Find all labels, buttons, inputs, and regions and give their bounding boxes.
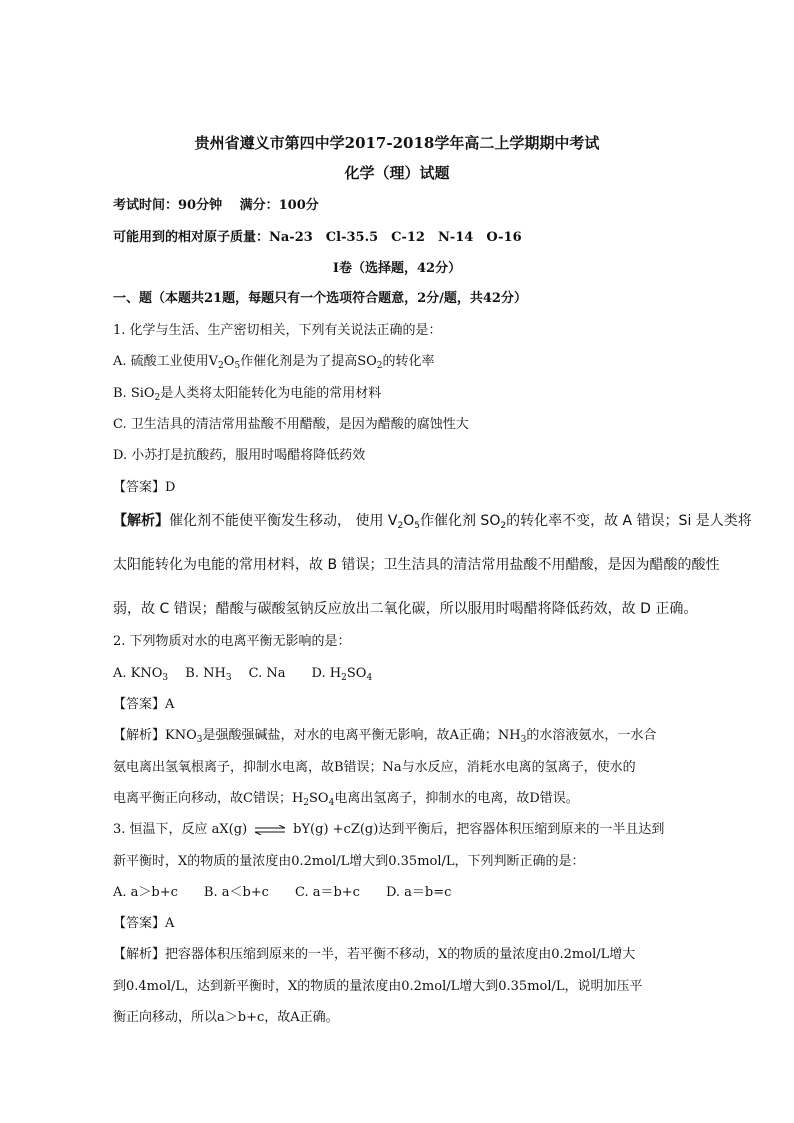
question-1-explanation-line-1: 【解析】催化剂不能使平衡发生移动， 使用 $V_2O_5$作催化剂 $SO_2$的转化率不变，故 A 错误；Si 是人类将	[113, 513, 752, 531]
question-1-option-c: C. 卫生洁具的清洁常用盐酸不用醋酸，是因为醋酸的腐蚀性大	[113, 417, 469, 432]
question-3-stem-line-2: 新平衡时，X的物质的量浓度由0.2mol/L增大到0.35mol/L，下列判断正确的是：	[113, 854, 585, 869]
atomic-masses: 可能用到的相对原子质量：Na-23 Cl-35.5 C-12 N-14 O-16	[113, 230, 522, 245]
question-2-options: A. $KNO_3$ B. $NH_3$ C. Na D. $H_2SO_4$	[113, 666, 373, 683]
question-1-stem: 1. 化学与生活、生产密切相关，下列有关说法正确的是：	[113, 323, 442, 338]
question-3-explanation-line-3: 衡正向移动，所以a＞b+c，故A正确。	[113, 1010, 339, 1025]
section-heading: I卷（选择题，42分）	[332, 261, 462, 276]
question-3-explanation-line-2: 到0.4mol/L，达到新平衡时，X的物质的量浓度由0.2mol/L增大到0.35mol/L，说明加压平	[113, 979, 643, 994]
question-2-explanation-line-3: 电离平衡正向移动，故C错误；$H_2SO_4$电离出氢离子，抑制水的电离，故D错误。	[113, 791, 579, 808]
question-1-option-d: D. 小苏打是抗酸药，服用时喝醋将降低药效	[113, 448, 366, 463]
question-2-stem: 2. 下列物质对水的电离平衡无影响的是：	[113, 634, 351, 649]
question-2-explanation-line-1: 【解析】$KNO_3$是强酸强碱盐，对水的电离平衡无影响，故A正确；$NH_3$的水溶液氨水，一水合	[113, 728, 657, 745]
question-1-option-a: A. 硫酸工业使用$V_2O_5$作催化剂是为了提高$SO_2$的转化率	[113, 354, 435, 371]
equilibrium-arrow-icon	[253, 825, 287, 835]
question-1-option-b: B. SiO$_2$是人类将太阳能转化为电能的常用材料	[113, 386, 382, 403]
page-subtitle: 化学（理）试题	[344, 164, 450, 182]
question-3-stem-line-1: 3. 恒温下，反应 aX(g) bY(g) +cZ(g)达到平衡后，把容器体积压缩到原来的一半且达到	[113, 822, 665, 837]
instructions: 一、题（本题共21题，每题只有一个选项符合题意，2分/题，共42分）	[113, 291, 527, 306]
question-2-answer: 【答案】A	[113, 697, 175, 712]
question-1-explanation-line-2: 太阳能转化为电能的常用材料，故 B 错误；卫生洁具的清洁常用盐酸不用醋酸，是因为醋酸的酸性	[113, 557, 720, 573]
question-1-explanation-line-3: 弱，故 C 错误；醋酸与碳酸氢钠反应放出二氧化碳，所以服用时喝醋将降低药效，故 D 正确。	[113, 601, 698, 617]
question-3-answer: 【答案】A	[113, 916, 175, 931]
page-title: 贵州省遵义市第四中学2017-2018学年高二上学期期中考试	[194, 134, 600, 152]
question-2-explanation-line-2: 氨电离出氢氧根离子，抑制水电离，故B错误；Na与水反应，消耗水电离的氢离子，使水的	[113, 760, 636, 775]
question-1-answer: 【答案】D	[113, 480, 176, 495]
exam-time: 考试时间：90分钟 满分：100分	[113, 198, 319, 213]
question-3-options: A. a＞b+c B. a＜b+c C. a＝b+c D. a＝b=c	[113, 885, 452, 900]
question-3-explanation-line-1: 【解析】把容器体积压缩到原来的一半，若平衡不移动，X的物质的量浓度由0.2mol/L增大	[113, 947, 636, 962]
